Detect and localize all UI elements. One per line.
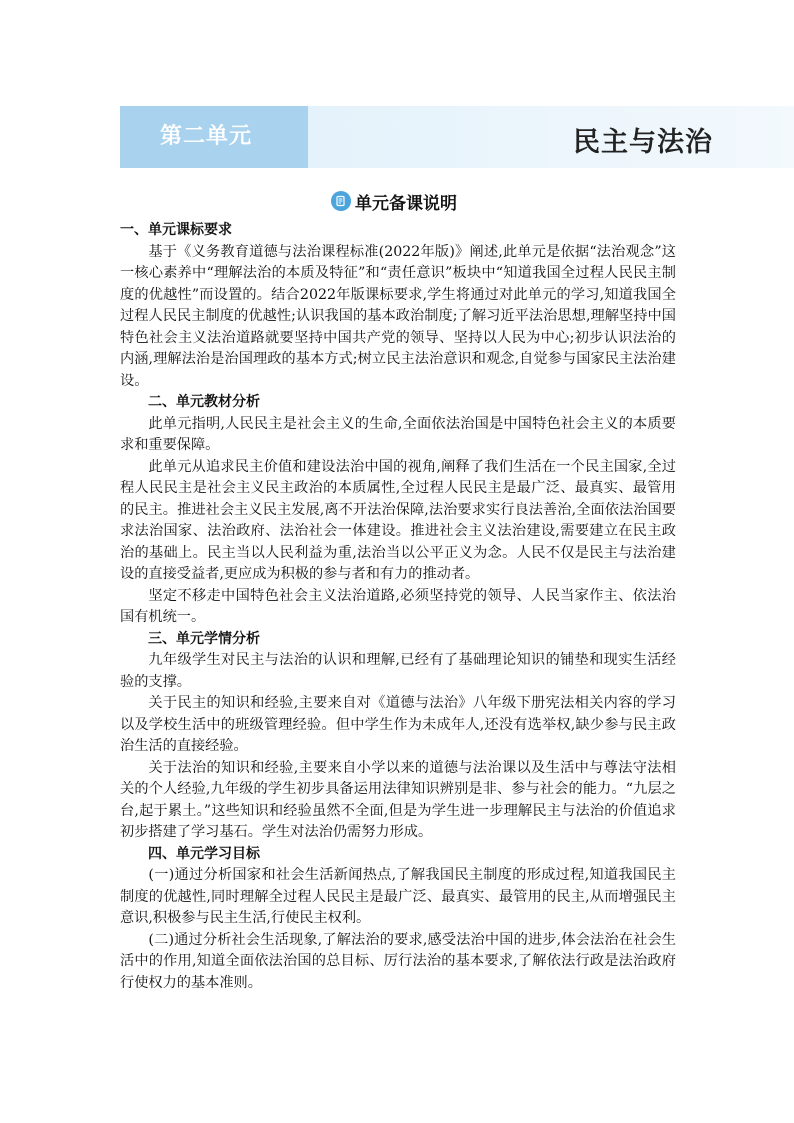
paragraph: 九年级学生对民主与法治的认识和理解,已经有了基础理论知识的铺垫和现实生活经验的支撑。	[120, 652, 676, 690]
section-title: 单元备课说明	[355, 193, 457, 214]
unit-banner	[120, 106, 794, 168]
document-body	[120, 220, 676, 994]
unit-title: 民主与法治	[573, 127, 713, 158]
unit-label-block	[120, 106, 308, 168]
paragraph: 坚定不移走中国特色社会主义法治道路,必须坚持党的领导、人民当家作主、依法治国有机统一。	[120, 587, 676, 625]
paragraph: 关于法治的知识和经验,主要来自小学以来的道德与法治课以及生活中与尊法守法相关的个人经验,九年级的学生初步具备运用法律知识辨别是非、参与社会的能力。“九层之台,起于累土。”这些知识和经验虽然不全面,但是为学生进一步理解民主与法治的价值追求初步搭建了学习基石。学生对法治仍需努力形成。	[120, 759, 676, 840]
part-heading: 四、单元学习目标	[148, 845, 260, 862]
paragraph: 此单元从追求民主价值和建设法治中国的视角,阐释了我们生活在一个民主国家,全过程人民民主是社会主义民主政治的本质属性,全过程人民民主是最广泛、最真实、最管用的民主。推进社会主义民主发展,离不开法治保障,法治要求实行良法善治,全面依法治国要求法治国家、法治政府、法治社会一体建设。推进社会主义法治建设,需要建立在民主政治的基础上。民主当以人民利益为重,法治当以公平正义为念。人民不仅是民主与法治建设的直接受益者,更应成为积极的参与者和有力的推动者。	[120, 458, 676, 582]
part-heading: 一、单元课标要求	[120, 222, 232, 238]
part-heading: 二、单元教材分析	[148, 394, 260, 410]
paragraph: (一)通过分析国家和社会生活新闻热点,了解我国民主制度的形成过程,知道我国民主制度的优越性,同时理解全过程人民民主是最广泛、最真实、最管用的民主,从而增强民主意识,积极参与民主生活,行使民主权利。	[120, 867, 676, 926]
paragraph: 关于民主的知识和经验,主要来自对《道德与法治》八年级下册宪法相关内容的学习以及学校生活中的班级管理经验。但中学生作为未成年人,还没有选举权,缺少参与民主政治生活的直接经验。	[120, 695, 676, 754]
paragraph: 此单元指明,人民民主是社会主义的生命,全面依法治国是中国特色社会主义的本质要求和重要保障。	[120, 415, 676, 453]
paragraph: (二)通过分析社会生活现象,了解法治的要求,感受法治中国的进步,体会法治在社会生活中的作用,知道全面依法治国的总目标、厉行法治的基本要求,了解依法行政是法治政府行使权力的基本准则。	[120, 931, 676, 991]
unit-label: 第二单元	[160, 124, 253, 149]
section-header	[331, 186, 457, 216]
unit-title-block	[308, 106, 794, 168]
pencil-note-icon	[331, 191, 351, 211]
part-heading: 三、单元学情分析	[148, 630, 260, 647]
paragraph: 基于《义务教育道德与法治课程标准(2022年版)》阐述,此单元是依据“法治观念”这一核心素养中“理解法治的本质及特征”和“责任意识”板块中“知道我国全过程人民民主制度的优越性”而设置的。结合2022年版课标要求,学生将通过对此单元的学习,知道我国全过程人民民主制度的优越性;认识我国的基本政治制度;了解习近平法治思想,理解坚持中国特色社会主义法治道路就要坚持中国共产党的领导、坚持以人民为中心;初步认识法治的内涵,理解法治是治国理政的基本方式;树立民主法治意识和观念,自觉参与国家民主法治建设。	[120, 243, 676, 389]
